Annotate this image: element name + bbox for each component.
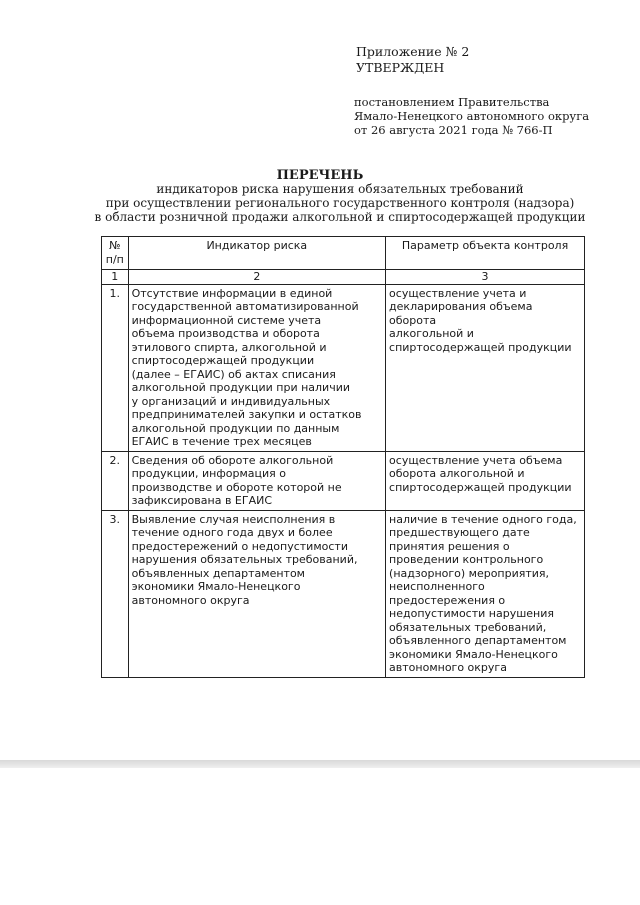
row-number: 2.	[102, 451, 129, 510]
cell-line: предпринимателей закупки и остатков	[131, 408, 362, 421]
cell-line: недопустимости нарушения	[389, 607, 554, 620]
row-indicator	[128, 510, 385, 677]
cell-line: декларирования объема оборота	[389, 300, 533, 327]
cell-line: оборота алкогольной и	[389, 467, 525, 480]
cell-line: проведении контрольного	[389, 553, 544, 566]
table-row	[102, 451, 585, 510]
cell-line: спиртосодержащей продукции	[389, 480, 572, 494]
cell-line: этилового спирта, алкогольной и	[131, 340, 327, 354]
approval-block	[354, 95, 589, 137]
cell-line: осуществление учета объема	[389, 453, 563, 467]
table-row	[102, 510, 585, 677]
cell-line: экономики Ямало-Ненецкого	[389, 647, 558, 661]
row-param	[386, 510, 585, 677]
cell-line: ЕГАИС в течение трех месяцев	[131, 435, 312, 448]
row-indicator	[128, 451, 385, 510]
row-param	[386, 284, 585, 451]
subtitle-line: при осуществлении регионального государственного контроля (надзора)	[105, 196, 575, 210]
cell-line: нарушения обязательных требований,	[131, 553, 358, 566]
cell-line: автономного округа	[389, 661, 507, 674]
cell-line: государственной автоматизированной	[131, 300, 359, 313]
cell-line: объявленных департаментом	[131, 566, 305, 580]
scan-edge	[0, 760, 640, 768]
appendix-label: Приложение № 2	[356, 44, 470, 59]
col-number: 2	[128, 270, 385, 285]
cell-line: продукции, информация о	[131, 467, 287, 480]
cell-line: объема производства и оборота	[131, 327, 320, 340]
row-number: 3.	[102, 510, 129, 677]
header-param: Параметр объекта контроля	[386, 237, 585, 270]
cell-line: спиртосодержащей продукции	[131, 354, 315, 367]
cell-line: алкогольной продукции при наличии	[131, 381, 351, 394]
col-number: 3	[386, 270, 585, 285]
risk-indicator-table	[101, 236, 585, 678]
col-number: 1	[102, 270, 129, 285]
cell-line: у организаций и индивидуальных	[131, 394, 331, 408]
column-number-row	[102, 270, 585, 285]
cell-line: Сведения об обороте алкогольной	[131, 453, 334, 467]
cell-line: алкогольной и	[389, 327, 474, 340]
cell-line: зафиксирована в ЕГАИС	[131, 494, 273, 507]
approval-line: от 26 августа 2021 года № 766-П	[354, 123, 553, 137]
approved-label: УТВЕРЖДЕН	[356, 59, 445, 75]
row-number: 1.	[102, 284, 129, 451]
row-param	[386, 451, 585, 510]
table-header-row	[102, 237, 585, 270]
subtitle-line: индикаторов риска нарушения обязательных требований	[156, 182, 524, 196]
header-indicator: Индикатор риска	[128, 237, 385, 270]
cell-line: наличие в течение одного года,	[389, 512, 577, 526]
document-subtitle	[60, 182, 620, 224]
header-num: № п/п	[102, 237, 129, 270]
row-indicator	[128, 284, 385, 451]
cell-line: Отсутствие информации в единой	[131, 286, 333, 300]
cell-line: обязательных требований,	[389, 620, 547, 634]
cell-line: (далее – ЕГАИС) об актах списания	[131, 367, 336, 381]
document-title: ПЕРЕЧЕНЬ	[276, 168, 364, 183]
cell-line: информационной системе учета	[131, 313, 322, 327]
cell-line: осуществление учета и	[389, 286, 527, 300]
cell-line: предостережений о недопустимости	[131, 539, 348, 553]
cell-line: спиртосодержащей продукции	[389, 340, 572, 354]
cell-line: неисполненного	[389, 580, 485, 593]
table-row	[102, 284, 585, 451]
cell-line: принятия решения о	[389, 539, 510, 553]
cell-line: автономного округа	[131, 593, 250, 607]
cell-line: течение одного года двух и более	[131, 526, 333, 539]
appendix-block	[356, 44, 469, 75]
cell-line: производстве и обороте которой не	[131, 480, 342, 494]
cell-line: (надзорного) мероприятия,	[389, 566, 550, 580]
cell-line: экономики Ямало-Ненецкого	[131, 580, 301, 593]
subtitle-line: в области розничной продажи алкогольной и спиртосодержащей продукции	[94, 210, 586, 224]
approval-line: Ямало-Ненецкого автономного округа	[354, 109, 590, 123]
approval-line: постановлением Правительства	[354, 95, 550, 109]
cell-line: алкогольной продукции по данным	[131, 421, 340, 435]
blank-area	[0, 768, 640, 905]
cell-line: Выявление случая неисполнения в	[131, 512, 336, 526]
cell-line: предостережения о	[389, 593, 506, 607]
cell-line: предшествующего дате	[389, 526, 530, 539]
cell-line: объявленного департаментом	[389, 634, 567, 647]
